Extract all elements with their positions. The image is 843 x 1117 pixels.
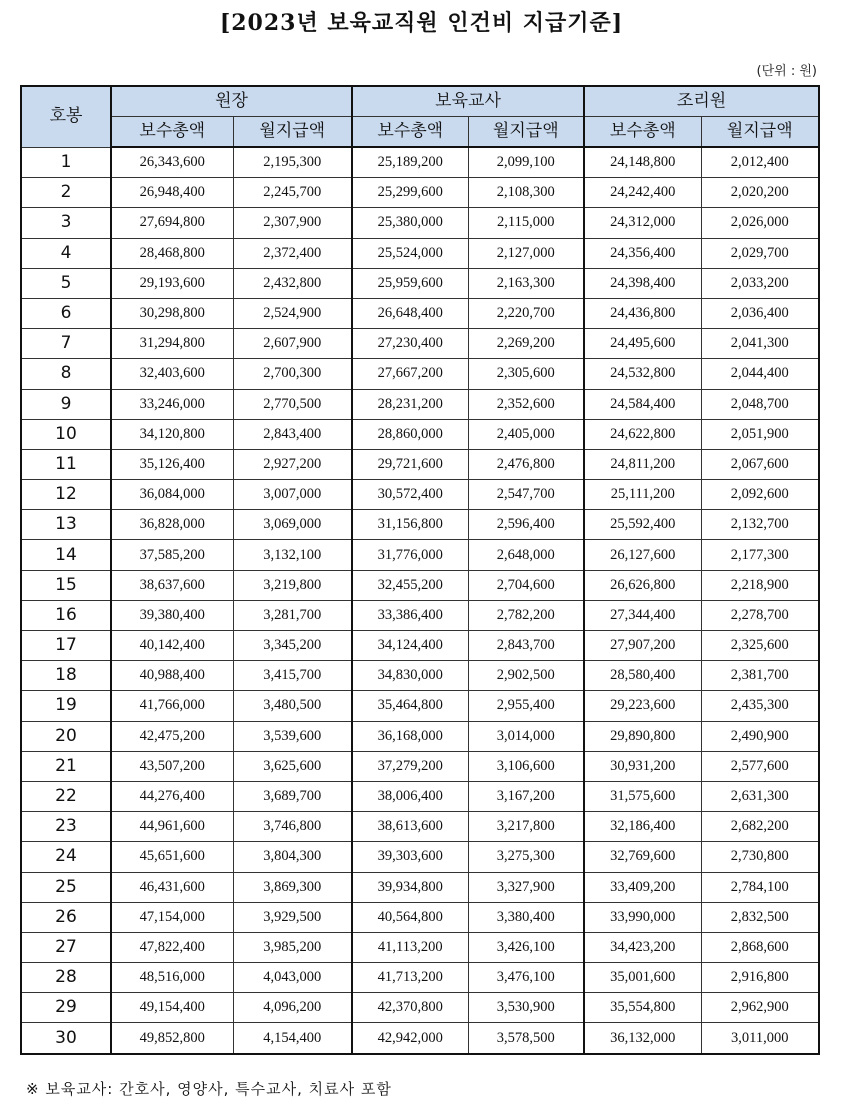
director-monthly-cell: 3,929,500 (233, 902, 352, 932)
step-cell: 2 (21, 178, 111, 208)
teacher-monthly-cell: 2,269,200 (468, 329, 584, 359)
table-row (21, 419, 819, 449)
sub-header-monthly: 월지급액 (468, 117, 584, 148)
director-total-cell: 39,380,400 (111, 600, 233, 630)
cook-monthly-cell: 2,020,200 (701, 178, 819, 208)
sub-header-total: 보수총액 (352, 117, 468, 148)
director-monthly-cell: 3,132,100 (233, 540, 352, 570)
director-monthly-cell: 3,007,000 (233, 480, 352, 510)
cook-monthly-cell: 2,577,600 (701, 751, 819, 781)
cook-monthly-cell: 2,868,600 (701, 932, 819, 962)
cook-monthly-cell: 2,730,800 (701, 842, 819, 872)
director-total-cell: 33,246,000 (111, 389, 233, 419)
director-monthly-cell: 3,281,700 (233, 600, 352, 630)
cook-total-cell: 24,495,600 (584, 329, 701, 359)
table-row (21, 510, 819, 540)
teacher-total-cell: 41,713,200 (352, 963, 468, 993)
cook-total-cell: 26,127,600 (584, 540, 701, 570)
teacher-total-cell: 38,006,400 (352, 781, 468, 811)
table-row (21, 721, 819, 751)
director-total-cell: 48,516,000 (111, 963, 233, 993)
cook-monthly-cell: 3,011,000 (701, 1023, 819, 1054)
director-total-cell: 28,468,800 (111, 238, 233, 268)
teacher-total-cell: 25,380,000 (352, 208, 468, 238)
teacher-total-cell: 39,934,800 (352, 872, 468, 902)
director-monthly-cell: 2,524,900 (233, 298, 352, 328)
teacher-total-cell: 33,386,400 (352, 600, 468, 630)
cook-monthly-cell: 2,218,900 (701, 570, 819, 600)
teacher-total-cell: 36,168,000 (352, 721, 468, 751)
step-cell: 3 (21, 208, 111, 238)
cook-total-cell: 34,423,200 (584, 932, 701, 962)
director-monthly-cell: 3,345,200 (233, 631, 352, 661)
step-cell: 22 (21, 781, 111, 811)
director-monthly-cell: 3,480,500 (233, 691, 352, 721)
director-monthly-cell: 2,372,400 (233, 238, 352, 268)
step-cell: 11 (21, 449, 111, 479)
table-row (21, 631, 819, 661)
teacher-monthly-cell: 3,217,800 (468, 812, 584, 842)
teacher-monthly-cell: 2,782,200 (468, 600, 584, 630)
director-monthly-cell: 3,869,300 (233, 872, 352, 902)
table-row (21, 691, 819, 721)
director-monthly-cell: 3,689,700 (233, 781, 352, 811)
cook-total-cell: 24,398,400 (584, 268, 701, 298)
director-monthly-cell: 3,625,600 (233, 751, 352, 781)
table-row (21, 812, 819, 842)
cook-monthly-cell: 2,051,900 (701, 419, 819, 449)
director-total-cell: 42,475,200 (111, 721, 233, 751)
teacher-monthly-cell: 3,578,500 (468, 1023, 584, 1054)
teacher-total-cell: 42,370,800 (352, 993, 468, 1023)
director-monthly-cell: 2,700,300 (233, 359, 352, 389)
step-cell: 13 (21, 510, 111, 540)
director-total-cell: 49,852,800 (111, 1023, 233, 1054)
teacher-monthly-cell: 2,704,600 (468, 570, 584, 600)
cook-total-cell: 33,990,000 (584, 902, 701, 932)
cook-total-cell: 36,132,000 (584, 1023, 701, 1054)
cook-monthly-cell: 2,325,600 (701, 631, 819, 661)
table-row (21, 902, 819, 932)
step-cell: 15 (21, 570, 111, 600)
table-row (21, 600, 819, 630)
director-total-cell: 47,822,400 (111, 932, 233, 962)
cook-total-cell: 24,584,400 (584, 389, 701, 419)
cook-total-cell: 35,554,800 (584, 993, 701, 1023)
cook-total-cell: 33,409,200 (584, 872, 701, 902)
director-total-cell: 26,343,600 (111, 147, 233, 178)
cook-monthly-cell: 2,278,700 (701, 600, 819, 630)
director-total-cell: 40,988,400 (111, 661, 233, 691)
cook-total-cell: 27,344,400 (584, 600, 701, 630)
step-header: 호봉 (21, 86, 111, 147)
teacher-monthly-cell: 2,648,000 (468, 540, 584, 570)
director-total-cell: 37,585,200 (111, 540, 233, 570)
group-header-cook: 조리원 (584, 86, 819, 117)
cook-total-cell: 26,626,800 (584, 570, 701, 600)
director-total-cell: 32,403,600 (111, 359, 233, 389)
cook-monthly-cell: 2,029,700 (701, 238, 819, 268)
director-total-cell: 46,431,600 (111, 872, 233, 902)
teacher-monthly-cell: 2,547,700 (468, 480, 584, 510)
sub-header-total: 보수총액 (584, 117, 701, 148)
director-total-cell: 49,154,400 (111, 993, 233, 1023)
cook-total-cell: 32,769,600 (584, 842, 701, 872)
step-cell: 17 (21, 631, 111, 661)
step-cell: 10 (21, 419, 111, 449)
teacher-total-cell: 39,303,600 (352, 842, 468, 872)
table-row (21, 661, 819, 691)
teacher-total-cell: 32,455,200 (352, 570, 468, 600)
salary-table-body (21, 147, 819, 1054)
step-cell: 8 (21, 359, 111, 389)
teacher-total-cell: 35,464,800 (352, 691, 468, 721)
director-total-cell: 31,294,800 (111, 329, 233, 359)
director-monthly-cell: 2,770,500 (233, 389, 352, 419)
step-cell: 7 (21, 329, 111, 359)
cook-monthly-cell: 2,033,200 (701, 268, 819, 298)
teacher-monthly-cell: 2,955,400 (468, 691, 584, 721)
teacher-monthly-cell: 3,167,200 (468, 781, 584, 811)
cook-total-cell: 24,242,400 (584, 178, 701, 208)
table-row (21, 570, 819, 600)
teacher-total-cell: 28,231,200 (352, 389, 468, 419)
teacher-monthly-cell: 2,115,000 (468, 208, 584, 238)
table-row (21, 993, 819, 1023)
teacher-total-cell: 25,959,600 (352, 268, 468, 298)
cook-monthly-cell: 2,381,700 (701, 661, 819, 691)
teacher-monthly-cell: 3,426,100 (468, 932, 584, 962)
cook-total-cell: 28,580,400 (584, 661, 701, 691)
group-header-teacher: 보육교사 (352, 86, 584, 117)
cook-monthly-cell: 2,092,600 (701, 480, 819, 510)
cook-total-cell: 24,532,800 (584, 359, 701, 389)
table-row (21, 872, 819, 902)
table-row (21, 389, 819, 419)
teacher-monthly-cell: 2,305,600 (468, 359, 584, 389)
table-row (21, 208, 819, 238)
sub-header-total: 보수총액 (111, 117, 233, 148)
director-monthly-cell: 2,195,300 (233, 147, 352, 178)
director-monthly-cell: 2,607,900 (233, 329, 352, 359)
table-row (21, 842, 819, 872)
cook-monthly-cell: 2,041,300 (701, 329, 819, 359)
teacher-monthly-cell: 2,099,100 (468, 147, 584, 178)
director-total-cell: 34,120,800 (111, 419, 233, 449)
teacher-monthly-cell: 2,476,800 (468, 449, 584, 479)
cook-monthly-cell: 2,012,400 (701, 147, 819, 178)
table-row (21, 932, 819, 962)
director-total-cell: 45,651,600 (111, 842, 233, 872)
director-total-cell: 40,142,400 (111, 631, 233, 661)
teacher-monthly-cell: 3,380,400 (468, 902, 584, 932)
director-monthly-cell: 3,415,700 (233, 661, 352, 691)
teacher-monthly-cell: 3,327,900 (468, 872, 584, 902)
teacher-total-cell: 28,860,000 (352, 419, 468, 449)
teacher-monthly-cell: 2,405,000 (468, 419, 584, 449)
director-monthly-cell: 4,043,000 (233, 963, 352, 993)
director-total-cell: 26,948,400 (111, 178, 233, 208)
teacher-total-cell: 29,721,600 (352, 449, 468, 479)
director-monthly-cell: 3,985,200 (233, 932, 352, 962)
table-row (21, 238, 819, 268)
teacher-monthly-cell: 2,902,500 (468, 661, 584, 691)
cook-total-cell: 24,148,800 (584, 147, 701, 178)
director-total-cell: 47,154,000 (111, 902, 233, 932)
step-cell: 6 (21, 298, 111, 328)
director-total-cell: 44,276,400 (111, 781, 233, 811)
table-row (21, 540, 819, 570)
teacher-total-cell: 40,564,800 (352, 902, 468, 932)
table-row (21, 449, 819, 479)
step-cell: 28 (21, 963, 111, 993)
unit-label: (단위 : 원) (756, 64, 817, 79)
director-monthly-cell: 4,096,200 (233, 993, 352, 1023)
director-total-cell: 35,126,400 (111, 449, 233, 479)
director-total-cell: 44,961,600 (111, 812, 233, 842)
cook-total-cell: 25,592,400 (584, 510, 701, 540)
director-monthly-cell: 2,927,200 (233, 449, 352, 479)
cook-monthly-cell: 2,036,400 (701, 298, 819, 328)
cook-monthly-cell: 2,631,300 (701, 781, 819, 811)
teacher-total-cell: 25,189,200 (352, 147, 468, 178)
step-cell: 19 (21, 691, 111, 721)
step-cell: 26 (21, 902, 111, 932)
teacher-monthly-cell: 2,127,000 (468, 238, 584, 268)
step-cell: 25 (21, 872, 111, 902)
cook-total-cell: 24,622,800 (584, 419, 701, 449)
cook-total-cell: 35,001,600 (584, 963, 701, 993)
cook-monthly-cell: 2,916,800 (701, 963, 819, 993)
table-row (21, 268, 819, 298)
teacher-total-cell: 30,572,400 (352, 480, 468, 510)
director-monthly-cell: 2,245,700 (233, 178, 352, 208)
cook-monthly-cell: 2,490,900 (701, 721, 819, 751)
director-monthly-cell: 3,746,800 (233, 812, 352, 842)
group-header-director: 원장 (111, 86, 352, 117)
teacher-total-cell: 31,776,000 (352, 540, 468, 570)
step-cell: 29 (21, 993, 111, 1023)
director-monthly-cell: 2,307,900 (233, 208, 352, 238)
step-cell: 20 (21, 721, 111, 751)
cook-monthly-cell: 2,067,600 (701, 449, 819, 479)
cook-monthly-cell: 2,682,200 (701, 812, 819, 842)
director-monthly-cell: 3,804,300 (233, 842, 352, 872)
teacher-monthly-cell: 2,352,600 (468, 389, 584, 419)
teacher-monthly-cell: 2,163,300 (468, 268, 584, 298)
director-monthly-cell: 2,432,800 (233, 268, 352, 298)
director-total-cell: 36,084,000 (111, 480, 233, 510)
teacher-monthly-cell: 3,530,900 (468, 993, 584, 1023)
teacher-total-cell: 25,299,600 (352, 178, 468, 208)
cook-monthly-cell: 2,784,100 (701, 872, 819, 902)
director-total-cell: 29,193,600 (111, 268, 233, 298)
cook-total-cell: 24,436,800 (584, 298, 701, 328)
footnote: ※ 보육교사: 간호사, 영양사, 특수교사, 치료사 포함 (26, 1080, 392, 1098)
table-row (21, 1023, 819, 1054)
cook-monthly-cell: 2,832,500 (701, 902, 819, 932)
cook-monthly-cell: 2,435,300 (701, 691, 819, 721)
teacher-monthly-cell: 2,108,300 (468, 178, 584, 208)
cook-total-cell: 29,223,600 (584, 691, 701, 721)
teacher-monthly-cell: 3,476,100 (468, 963, 584, 993)
step-cell: 5 (21, 268, 111, 298)
director-monthly-cell: 4,154,400 (233, 1023, 352, 1054)
teacher-total-cell: 37,279,200 (352, 751, 468, 781)
cook-total-cell: 24,811,200 (584, 449, 701, 479)
teacher-total-cell: 38,613,600 (352, 812, 468, 842)
teacher-total-cell: 41,113,200 (352, 932, 468, 962)
step-cell: 27 (21, 932, 111, 962)
cook-total-cell: 27,907,200 (584, 631, 701, 661)
salary-table (20, 85, 820, 1055)
table-row (21, 298, 819, 328)
cook-monthly-cell: 2,132,700 (701, 510, 819, 540)
step-cell: 4 (21, 238, 111, 268)
cook-total-cell: 29,890,800 (584, 721, 701, 751)
director-total-cell: 27,694,800 (111, 208, 233, 238)
step-cell: 30 (21, 1023, 111, 1054)
sub-header-monthly: 월지급액 (701, 117, 819, 148)
step-cell: 14 (21, 540, 111, 570)
teacher-monthly-cell: 3,275,300 (468, 842, 584, 872)
director-monthly-cell: 2,843,400 (233, 419, 352, 449)
step-cell: 12 (21, 480, 111, 510)
step-cell: 1 (21, 147, 111, 178)
table-row (21, 963, 819, 993)
step-cell: 24 (21, 842, 111, 872)
cook-total-cell: 24,356,400 (584, 238, 701, 268)
director-total-cell: 30,298,800 (111, 298, 233, 328)
table-row (21, 359, 819, 389)
table-row (21, 781, 819, 811)
cook-total-cell: 24,312,000 (584, 208, 701, 238)
teacher-total-cell: 27,230,400 (352, 329, 468, 359)
header-row-groups (21, 86, 819, 117)
director-total-cell: 41,766,000 (111, 691, 233, 721)
cook-monthly-cell: 2,962,900 (701, 993, 819, 1023)
teacher-total-cell: 34,830,000 (352, 661, 468, 691)
page-title: [2023년 보육교직원 인건비 지급기준] (219, 10, 624, 36)
teacher-total-cell: 42,942,000 (352, 1023, 468, 1054)
teacher-total-cell: 25,524,000 (352, 238, 468, 268)
teacher-total-cell: 26,648,400 (352, 298, 468, 328)
teacher-monthly-cell: 2,220,700 (468, 298, 584, 328)
cook-total-cell: 25,111,200 (584, 480, 701, 510)
table-row (21, 329, 819, 359)
table-row (21, 751, 819, 781)
director-total-cell: 36,828,000 (111, 510, 233, 540)
table-row (21, 147, 819, 178)
director-total-cell: 38,637,600 (111, 570, 233, 600)
teacher-total-cell: 34,124,400 (352, 631, 468, 661)
table-row (21, 480, 819, 510)
teacher-total-cell: 31,156,800 (352, 510, 468, 540)
cook-monthly-cell: 2,048,700 (701, 389, 819, 419)
step-cell: 23 (21, 812, 111, 842)
director-monthly-cell: 3,539,600 (233, 721, 352, 751)
teacher-monthly-cell: 3,106,600 (468, 751, 584, 781)
step-cell: 21 (21, 751, 111, 781)
cook-monthly-cell: 2,026,000 (701, 208, 819, 238)
cook-total-cell: 30,931,200 (584, 751, 701, 781)
sub-header-monthly: 월지급액 (233, 117, 352, 148)
cook-monthly-cell: 2,044,400 (701, 359, 819, 389)
teacher-monthly-cell: 2,596,400 (468, 510, 584, 540)
table-row (21, 178, 819, 208)
director-total-cell: 43,507,200 (111, 751, 233, 781)
step-cell: 9 (21, 389, 111, 419)
header-row-subs (21, 117, 819, 148)
teacher-monthly-cell: 3,014,000 (468, 721, 584, 751)
step-cell: 18 (21, 661, 111, 691)
cook-total-cell: 31,575,600 (584, 781, 701, 811)
cook-monthly-cell: 2,177,300 (701, 540, 819, 570)
step-cell: 16 (21, 600, 111, 630)
director-monthly-cell: 3,069,000 (233, 510, 352, 540)
teacher-monthly-cell: 2,843,700 (468, 631, 584, 661)
teacher-total-cell: 27,667,200 (352, 359, 468, 389)
director-monthly-cell: 3,219,800 (233, 570, 352, 600)
cook-total-cell: 32,186,400 (584, 812, 701, 842)
